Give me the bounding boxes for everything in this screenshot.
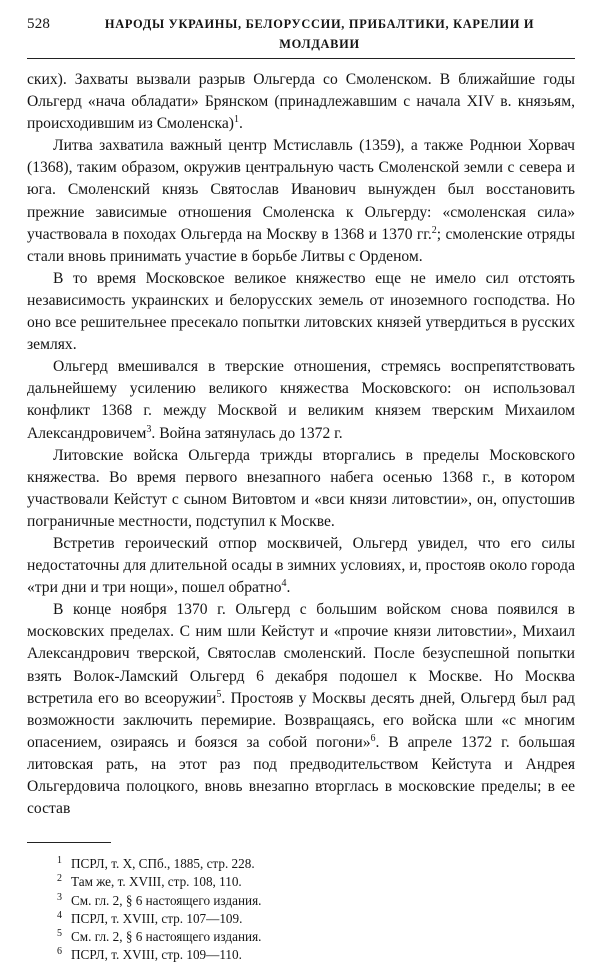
footnote	[57, 892, 575, 910]
footnote-ref: 3	[146, 423, 152, 435]
footnote-mark: 6	[57, 946, 62, 958]
footnote-ref: 5	[216, 688, 222, 700]
paragraph-text: Литовские войска Ольгерда трижды вторгались в пределы Московского княжества. Во время первого внезапного набега осенью 1368 г., в котором участвовали Кейстут с сыном Витовтом и «вси князи литовстии», он, опустошив пограничные местности, подступил к Москве.	[27, 446, 575, 530]
footnote-ref: 6	[370, 732, 376, 744]
paragraph-6	[27, 533, 575, 599]
running-head: НАРОДЫ УКРАИНЫ, БЕЛОРУССИИ, ПРИБАЛТИКИ, КАРЕЛИИ И МОЛДАВИИ	[104, 17, 535, 51]
footnote-mark: 5	[57, 928, 62, 939]
footnote-ref: 1	[234, 114, 239, 125]
paragraph-1	[27, 69, 575, 135]
footnote	[57, 873, 575, 891]
paragraph-text: В конце ноября 1370 г. Ольгерд с большим войском снова появился в московских пределах. С ним шли Кейстут и «прочие князи литовстии», Михаил Александрович тверской, Святослав смоленский. После безуспешной попытки взять Волок-Ламский Ольгерд 6 декабря подошел к Москве. Но Москва встретила его во всеоружии	[27, 601, 575, 707]
footnote-mark: 4	[57, 909, 62, 921]
footnote-mark: 2	[57, 873, 62, 885]
footnote-ref: 2	[431, 224, 437, 236]
paragraph-text: Литва захватила важный центр Мстиславль (1359), а также Роднюи Хорвач (1368), таким образом, окружив центральную часть Смоленской земли с севера и юга. Смоленский князь Святослав Иванович вынужден был восстановить прежние зависимые отношения Смоленска к Ольгерду: «смоленская сила» участвовала в походах Ольгерда на Москву в 1368 и 1370 гг.	[27, 137, 575, 243]
footnote	[57, 910, 575, 928]
footnote-text: ПСРЛ, т. X, СПб., 1885, стр. 228.	[71, 856, 255, 872]
paragraph-text: . Простояв у Москвы десять дней, Ольгерд был рад возможности заключить перемирие. Возвращаясь, его войска шли «с многим опасением, озираясь и боязся за собой погони»	[27, 689, 575, 751]
paragraph-7	[27, 599, 575, 820]
footnote-text: Там же, т. XVIII, стр. 108, 110.	[71, 874, 242, 890]
paragraph-text: Ольгерд вмешивался в тверские отношения, стремясь воспрепятствовать дальнейшему усилению великого княжества Московского: он использовал конфликт 1368 г. между Москвой и великим князем тверским Михаилом Александровичем	[27, 358, 575, 442]
footnote-text: ПСРЛ, т. XVIII, стр. 109—110.	[71, 947, 242, 963]
paragraph-5	[27, 445, 575, 533]
paragraph-text: Встретив героический отпор москвичей, Ольгерд увидел, что его силы недостаточны для длительной осады в зимних условиях, и, простояв около города «три дни и три нощи», пошел обратно	[27, 534, 575, 597]
footnote-divider	[27, 842, 111, 843]
footnote	[57, 946, 575, 964]
paragraph-4	[27, 356, 575, 444]
paragraph-text: .	[286, 579, 291, 597]
paragraph-3	[27, 268, 575, 356]
paragraph-text: ских). Захваты вызвали разрыв Ольгерда со Смоленском. В ближайшие годы Ольгерд «нача обладати» Брянском (принадлежавшим с начала XIV в. князьям, происходившим из Смоленска)	[27, 71, 575, 133]
footnote-ref: 4	[281, 577, 287, 589]
page-header	[27, 14, 575, 59]
footnote-mark: 1	[57, 855, 62, 867]
book-page	[27, 14, 575, 964]
paragraph-text: .	[239, 115, 243, 133]
paragraph-text: . Война затянулась до 1372 г.	[151, 424, 343, 442]
footnote	[57, 928, 575, 946]
paragraph-text: . В апреле 1372 г. большая литовская рать, на этот раз под предводительством Кейстута и Андрея Ольгердовича полоцкого, вновь внезапно вторглась в московские пределы; в ее состав	[27, 733, 576, 818]
footnote-text: См. гл. 2, § 6 настоящего издания.	[71, 892, 262, 908]
footnote-mark: 3	[57, 891, 62, 903]
footnote	[57, 855, 575, 873]
paragraph-text: ; смоленские отряды стали вновь принимать участие в борьбе Литвы с Орденом.	[27, 225, 575, 265]
paragraph-text: В то время Московское великое княжество еще не имело сил отстоять независимость украинских и белорусских земель от иноземного господства. Но оно все решительнее пресекало попытки литовских князей утвердиться в русских землях.	[27, 269, 575, 354]
page-number: 528	[27, 16, 51, 32]
main-text	[27, 69, 575, 820]
footnote-text: ПСРЛ, т. XVIII, стр. 107—109.	[71, 910, 243, 926]
footnote-text: См. гл. 2, § 6 настоящего издания.	[71, 929, 262, 944]
paragraph-2	[27, 135, 575, 268]
footnotes	[27, 855, 575, 964]
